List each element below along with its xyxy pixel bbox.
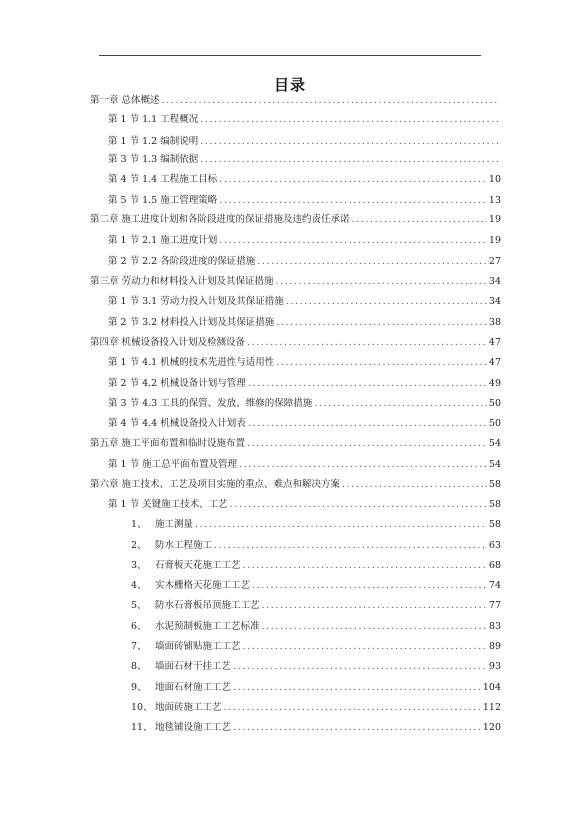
toc-chapter-6[interactable] <box>90 478 501 492</box>
dot-leader <box>243 559 487 573</box>
toc-page-number: 58 <box>488 499 501 510</box>
dot-leader <box>195 518 487 532</box>
toc-chapter-5[interactable] <box>90 437 501 451</box>
dot-leader <box>286 295 487 309</box>
toc-entry-text: 水泥预制板施工工艺标准 <box>155 621 260 632</box>
toc-entry-text: 施工测量 <box>155 519 194 530</box>
toc-subitem-3[interactable] <box>131 559 501 573</box>
dot-leader <box>257 255 487 269</box>
toc-entry-text: 地面砖施工工艺 <box>155 702 222 713</box>
toc-subitem-7[interactable] <box>131 640 501 654</box>
toc-chapter-4[interactable] <box>90 336 501 350</box>
toc-section-2-2[interactable] <box>108 255 501 269</box>
toc-subitem-8[interactable] <box>131 660 501 674</box>
toc-entry-text: 第五章 施工平面布置和临时设施布置 <box>90 438 246 449</box>
toc-section-1-3[interactable] <box>108 153 501 167</box>
dot-leader <box>262 620 487 634</box>
toc-entry-text: 第 1 节 4.1 机械的技术先进性与适用性 <box>108 357 275 368</box>
toc-page-number: 74 <box>488 580 501 591</box>
toc-item-number: 2、 <box>131 540 147 551</box>
dot-leader <box>219 194 487 208</box>
dot-leader <box>248 417 487 431</box>
toc-entry-text: 第四章 机械设备投入计划及检测设备 <box>90 337 246 348</box>
toc-page-number: 10 <box>488 174 501 185</box>
toc-entry-text: 防水石膏板吊顶施工工艺 <box>155 600 260 611</box>
dot-leader <box>352 213 487 227</box>
dot-leader <box>239 458 487 472</box>
toc-section-5-1[interactable] <box>108 458 501 472</box>
toc-entry-text: 第二章 施工进度计划和各阶段进度的保证措施及违约责任承诺 <box>90 214 350 225</box>
toc-page-number: 120 <box>482 722 501 733</box>
toc-page-number: 34 <box>488 276 501 287</box>
dot-leader <box>276 275 487 289</box>
toc-entry-text: 第 1 节 关键施工技术、工艺 <box>108 499 228 510</box>
dot-leader <box>243 640 487 654</box>
dot-leader <box>200 153 499 167</box>
toc-page-number: 54 <box>488 459 501 470</box>
toc-item-number: 4、 <box>131 580 147 591</box>
toc-page-number: 58 <box>488 479 501 490</box>
toc-entry-text: 石膏板天花施工工艺 <box>155 560 241 571</box>
toc-section-4-3[interactable] <box>108 397 501 411</box>
toc-page-number: 47 <box>488 357 501 368</box>
toc-section-1-4[interactable] <box>108 173 501 187</box>
toc-page-number: 19 <box>488 235 501 246</box>
dot-leader <box>233 681 481 695</box>
toc-page-number: 38 <box>488 317 501 328</box>
toc-subitem-6[interactable] <box>131 620 501 634</box>
toc-page-number: 49 <box>488 378 501 389</box>
dot-leader <box>162 94 499 108</box>
toc-page-number: 89 <box>488 641 501 652</box>
dot-leader <box>200 113 499 127</box>
toc-page-number: 112 <box>482 702 501 713</box>
dot-leader <box>219 173 487 187</box>
toc-entry-text: 第六章 施工技术、工艺及项目实施的重点、难点和解决方案 <box>90 479 341 490</box>
toc-subitem-9[interactable] <box>131 681 501 695</box>
toc-entry-text: 第 3 节 1.3 编制依据 <box>108 154 199 165</box>
toc-page-number: 50 <box>488 398 501 409</box>
page-title: 目录 <box>273 76 306 94</box>
dot-leader <box>247 437 487 451</box>
toc-page-number: 27 <box>488 256 501 267</box>
toc-page-number: 93 <box>488 661 501 672</box>
toc-entry-text: 第 2 节 3.2 材料投入计划及其保证措施 <box>108 317 275 328</box>
toc-item-number: 1、 <box>131 519 147 530</box>
toc-page-number: 58 <box>488 519 501 530</box>
dot-leader <box>247 336 487 350</box>
toc-entry-text: 第 1 节 2.1 施工进度计划 <box>108 235 218 246</box>
toc-subitem-2[interactable] <box>131 539 501 553</box>
toc-chapter-2[interactable] <box>90 213 501 227</box>
toc-page-number: 68 <box>488 560 501 571</box>
toc-page-number: 77 <box>488 600 501 611</box>
toc-section-1-5[interactable] <box>108 194 501 208</box>
dot-leader <box>200 135 499 149</box>
toc-page-number: 19 <box>488 214 501 225</box>
toc-entry-text: 第 1 节 3.1 劳动力投入计划及其保证措施 <box>108 296 284 307</box>
toc-entry-text: 第一章 总体概述 <box>90 95 160 106</box>
dot-leader <box>276 356 487 370</box>
dot-leader <box>224 701 481 715</box>
toc-item-number: 10、 <box>131 702 153 713</box>
toc-page-number: 34 <box>488 296 501 307</box>
toc-subitem-4[interactable] <box>131 579 501 593</box>
toc-section-4-1[interactable] <box>108 356 501 370</box>
dot-leader <box>252 579 487 593</box>
toc-entry-text: 第 4 节 1.4 工程施工目标 <box>108 174 218 185</box>
toc-item-number: 8、 <box>131 661 147 672</box>
toc-entry-text: 第 3 节 4.3 工具的保管、发放、维修的保障措施 <box>108 398 313 409</box>
toc-entry-text: 第 5 节 1.5 施工管理策略 <box>108 195 218 206</box>
toc-entry-text: 地面石材施工工艺 <box>155 682 232 693</box>
toc-item-number: 11、 <box>131 722 153 733</box>
dot-leader <box>276 316 487 330</box>
toc-section-3-1[interactable] <box>108 295 501 309</box>
toc-chapter-3[interactable] <box>90 275 501 289</box>
toc-entry-text: 墙面砖铺贴施工工艺 <box>155 641 241 652</box>
toc-subitem-1[interactable] <box>131 518 501 532</box>
toc-entry-text: 第 2 节 2.2 各阶段进度的保证措施 <box>108 256 256 267</box>
dot-leader <box>214 539 487 553</box>
toc-section-4-2[interactable] <box>108 377 501 391</box>
toc-entry-text: 防水工程施工 <box>155 540 213 551</box>
dot-leader <box>233 721 481 735</box>
toc-item-number: 9、 <box>131 682 147 693</box>
toc-page-number: 54 <box>488 438 501 449</box>
dot-leader <box>314 397 487 411</box>
toc-section-3-2[interactable] <box>108 316 501 330</box>
toc-page-number: 50 <box>488 418 501 429</box>
toc-section-1-2[interactable] <box>108 135 501 149</box>
toc-section-6-1[interactable] <box>108 498 501 512</box>
toc-section-1-1[interactable] <box>108 113 501 127</box>
toc-page-number: 13 <box>488 195 501 206</box>
toc-item-number: 5、 <box>131 600 147 611</box>
toc-page-number: 104 <box>482 682 501 693</box>
toc-section-4-4[interactable] <box>108 417 501 431</box>
toc-subitem-10[interactable] <box>131 701 501 715</box>
toc-item-number: 6、 <box>131 621 147 632</box>
toc-subitem-5[interactable] <box>131 599 501 613</box>
dot-leader <box>248 377 487 391</box>
toc-chapter-1[interactable] <box>90 94 501 108</box>
toc-entry-text: 第 4 节 4.4 机械设备投入计划表 <box>108 418 246 429</box>
dot-leader <box>230 498 487 512</box>
toc-section-2-1[interactable] <box>108 234 501 248</box>
toc-entry-text: 第三章 劳动力和材料投入计划及其保证措施 <box>90 276 274 287</box>
toc-page-number: 83 <box>488 621 501 632</box>
toc-item-number: 3、 <box>131 560 147 571</box>
toc-page-number: 63 <box>488 540 501 551</box>
dot-leader <box>233 660 487 674</box>
toc-item-number: 7、 <box>131 641 147 652</box>
toc-subitem-11[interactable] <box>131 721 501 735</box>
toc-entry-text: 实木栅格天花施工工艺 <box>155 580 251 591</box>
dot-leader <box>262 599 487 613</box>
dot-leader <box>219 234 487 248</box>
toc-entry-text: 第 1 节 1.1 工程概况 <box>108 114 199 125</box>
toc-entry-text: 第 1 节 施工总平面布置及管理 <box>108 459 238 470</box>
toc-entry-text: 第 2 节 4.2 机械设备计划与管理 <box>108 378 246 389</box>
toc-entry-text: 地毯铺设施工工艺 <box>155 722 232 733</box>
toc-page-number: 47 <box>488 337 501 348</box>
toc-entry-text: 墙面石材干挂工艺 <box>155 661 232 672</box>
toc-entry-text: 第 1 节 1.2 编制说明 <box>108 136 199 147</box>
dot-leader <box>342 478 487 492</box>
